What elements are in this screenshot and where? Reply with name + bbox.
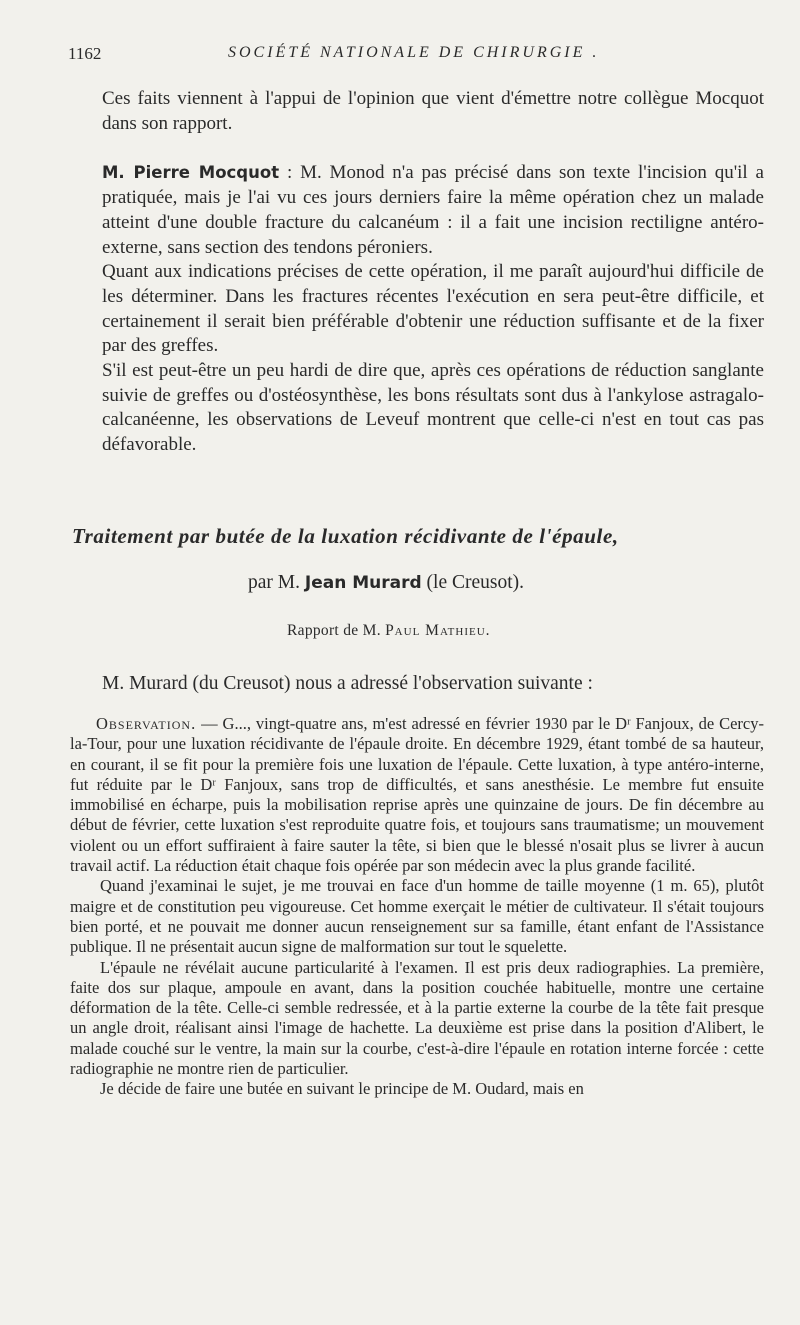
- reporter-name: Paul Mathieu.: [385, 622, 491, 639]
- byline: [248, 572, 524, 594]
- paragraph: [102, 161, 764, 260]
- speaker-name: M. Pierre Mocquot: [102, 163, 280, 183]
- paragraph: L'épaule ne révélait aucune particularité à l'examen. Il est pris deux radiographies. La première, faite dos sur plaque, ampoule en avant, dans la position couchée habituelle, montre une certaine déformation de la tête. Celle-ci semble redressée, et à la partie externe la courbe de la tête fait presque un angle droit, réalisant ainsi l'image de hachette. La deuxième est prise dans la position d'Alibert, le malade couché sur le ventre, la main sur la courbe, c'est-à-dire l'épaule en rotation interne forcée : cette radiographie ne montre rien de particulier.: [70, 957, 764, 1079]
- byline-prefix: par M.: [248, 572, 305, 593]
- author-name: Jean Murard: [304, 573, 422, 593]
- report-prefix: Rapport de M.: [287, 622, 386, 639]
- paragraph: Quand j'examinai le sujet, je me trouvai en face d'un homme de taille moyenne (1 m. 65), plutôt maigre et de constitution peu vigoureuse. Cet homme exerçait le métier de cultivateur. Il s'était toujours bien porté, et ne pouvait me donner aucun renseignement sur sa famille, étant enfant de l'Assistance publique. Il ne présentait aucun signe de malformation sur tout le squelette.: [70, 876, 764, 957]
- paragraph: Quant aux indications précises de cette opération, il me paraît aujourd'hui difficile de les déterminer. Dans les fractures récentes l'exécution en sera peut-être difficile, et certainement il serait bien préférable d'obtenir une réduction suffisante et de la fixer par des greffes.: [102, 261, 764, 357]
- byline-suffix: (le Creusot).: [421, 572, 525, 593]
- paragraph: Je décide de faire une butée en suivant le principe de M. Oudard, mais en: [100, 1079, 584, 1099]
- observation-block: [70, 714, 764, 1100]
- running-header: [68, 44, 768, 68]
- discussion-section: [102, 87, 764, 458]
- paragraph-text: : M. Monod n'a pas précisé dans son texte l'incision qu'il a pratiquée, mais je l'ai vu ces jours derniers faire la même opération chez un malade atteint d'une double fracture du calcanéum : il a fait une incision rectiligne antéro-externe, sans section des tendons péroniers.: [102, 162, 764, 258]
- page-number: 1162: [68, 44, 102, 63]
- paragraph-text: — G..., vingt-quatre ans, m'est adressé en février 1930 par le Dʳ Fanjoux, de Cercy-la-Tour, pour une luxation récidivante de l'épaule droite. En décembre 1929, étant tombé de sa hauteur, en courant, il se fit pour la première fois une luxation de l'épaule. Cette luxation, à type antéro-interne, fut réduite par le Dʳ Fanjoux, sans trop de difficultés, et sans anesthésie. Le membre fut ensuite immobilisé en écharpe, puis la mobilisation reprise après une quinzaine de jours. De fin décembre au début de février, cette luxation s'est reproduite quatre fois, et toujours sans traumatisme; un mouvement violent ou un effort suffiraient à faire sauter la tête, si bien que le blessé n'osait plus se livrer à aucun travail actif. La réduction était chaque fois opérée par son médecin avec la plus grande facilité.: [70, 714, 764, 876]
- paragraph: S'il est peut-être un peu hardi de dire que, après ces opérations de réduction sanglante suivie de greffes ou d'ostéosynthèse, les bons résultats sont dus à l'ankylose astragalo-calcanéenne, les observations de Leveuf montrent que celle-ci n'est en tout cas pas défavorable.: [102, 360, 764, 456]
- observation-label: Observation.: [96, 714, 197, 733]
- lead-sentence: M. Murard (du Creusot) nous a adressé l'observation suivante :: [102, 673, 593, 694]
- paragraph: Ces faits viennent à l'appui de l'opinion que vient d'émettre notre collègue Mocquot dans son rapport.: [102, 88, 764, 134]
- paragraph: [70, 714, 764, 876]
- report-line: [287, 622, 491, 640]
- running-title: SOCIÉTÉ NATIONALE DE CHIRURGIE .: [228, 44, 600, 61]
- article-title: Traitement par butée de la luxation récidivante de l'épaule,: [72, 524, 619, 548]
